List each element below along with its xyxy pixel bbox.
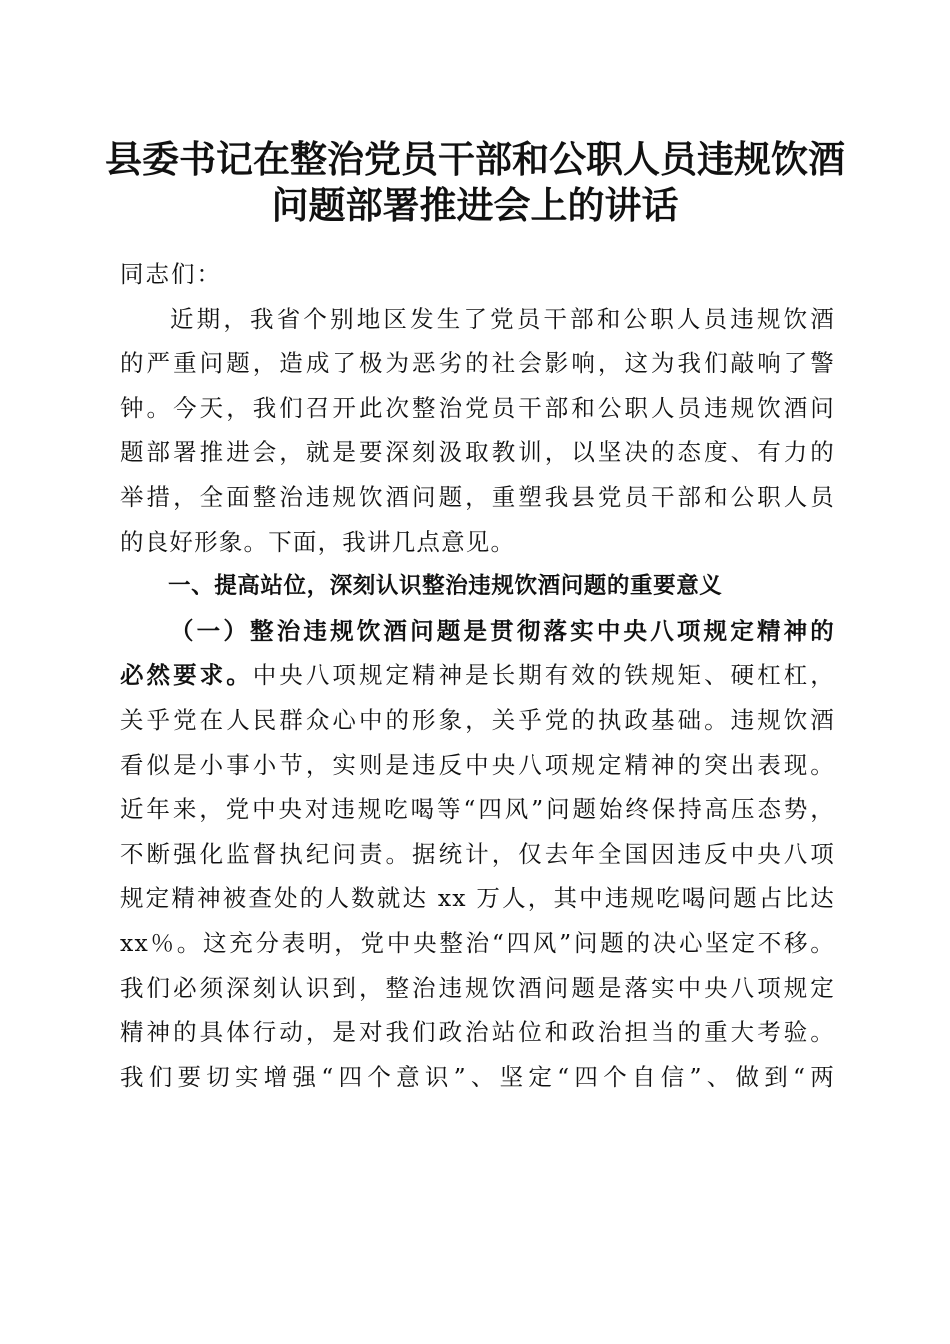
paragraph-line: 精神的具体行动，是对我们政治站位和政治担当的重大考验。	[120, 1018, 835, 1047]
intro-line: 近期，我省个别地区发生了党员干部和公职人员违规饮酒	[170, 304, 835, 333]
paragraph-line	[120, 653, 835, 698]
paragraph-line: 我们必须深刻认识到，整治违规饮酒问题是落实中央八项规定	[120, 973, 835, 1002]
title-line-2: 问题部署推进会上的讲话	[271, 183, 679, 227]
intro-line: 的良好形象。下面，我讲几点意见。	[120, 527, 516, 556]
paragraph-line: 规定精神被查处的人数就达 xx 万人，其中违规吃喝问题占比达	[120, 884, 835, 913]
intro-line: 举措，全面整治违规饮酒问题，重塑我县党员干部和公职人员	[120, 482, 835, 511]
paragraph-line: 不断强化监督执纪问责。据统计，仅去年全国因违反中央八项	[120, 839, 835, 868]
intro-line: 题部署推进会，就是要深刻汲取教训，以坚决的态度、有力的	[120, 438, 835, 467]
paragraph-line: 看似是小事小节，实则是违反中央八项规定精神的突出表现。	[120, 750, 835, 779]
paragraph-text: 中央八项规定精神是长期有效的铁规矩、硬杠杠，	[252, 661, 835, 690]
document-body	[120, 252, 835, 1099]
subsection-heading-end: 必然要求。	[120, 661, 253, 690]
intro-line: 的严重问题，造成了极为恶劣的社会影响，这为我们敲响了警	[120, 349, 835, 378]
subsection-heading-line: （一）整治违规饮酒问题是贯彻落实中央八项规定精神的	[170, 616, 835, 645]
title-line-1: 县委书记在整治党员干部和公职人员违规饮酒	[105, 137, 845, 181]
intro-line: 钟。今天，我们召开此次整治党员干部和公职人员违规饮酒问	[120, 393, 835, 422]
paragraph-line: xx％。这充分表明，党中央整治“四风”问题的决心坚定不移。	[120, 928, 835, 957]
greeting: 同志们：	[120, 260, 222, 288]
paragraph-line: 关乎党在人民群众心中的形象，关乎党的执政基础。违规饮酒	[120, 705, 835, 734]
paragraph-line: 我们要切实增强“四个意识”、坚定“四个自信”、做到“两	[120, 1062, 835, 1091]
section-heading-1: 一、提高站位，深刻认识整治违规饮酒问题的重要意义	[168, 573, 723, 600]
paragraph-line: 近年来，党中央对违规吃喝等“四风”问题始终保持高压态势，	[120, 795, 835, 824]
document-title	[100, 136, 850, 228]
